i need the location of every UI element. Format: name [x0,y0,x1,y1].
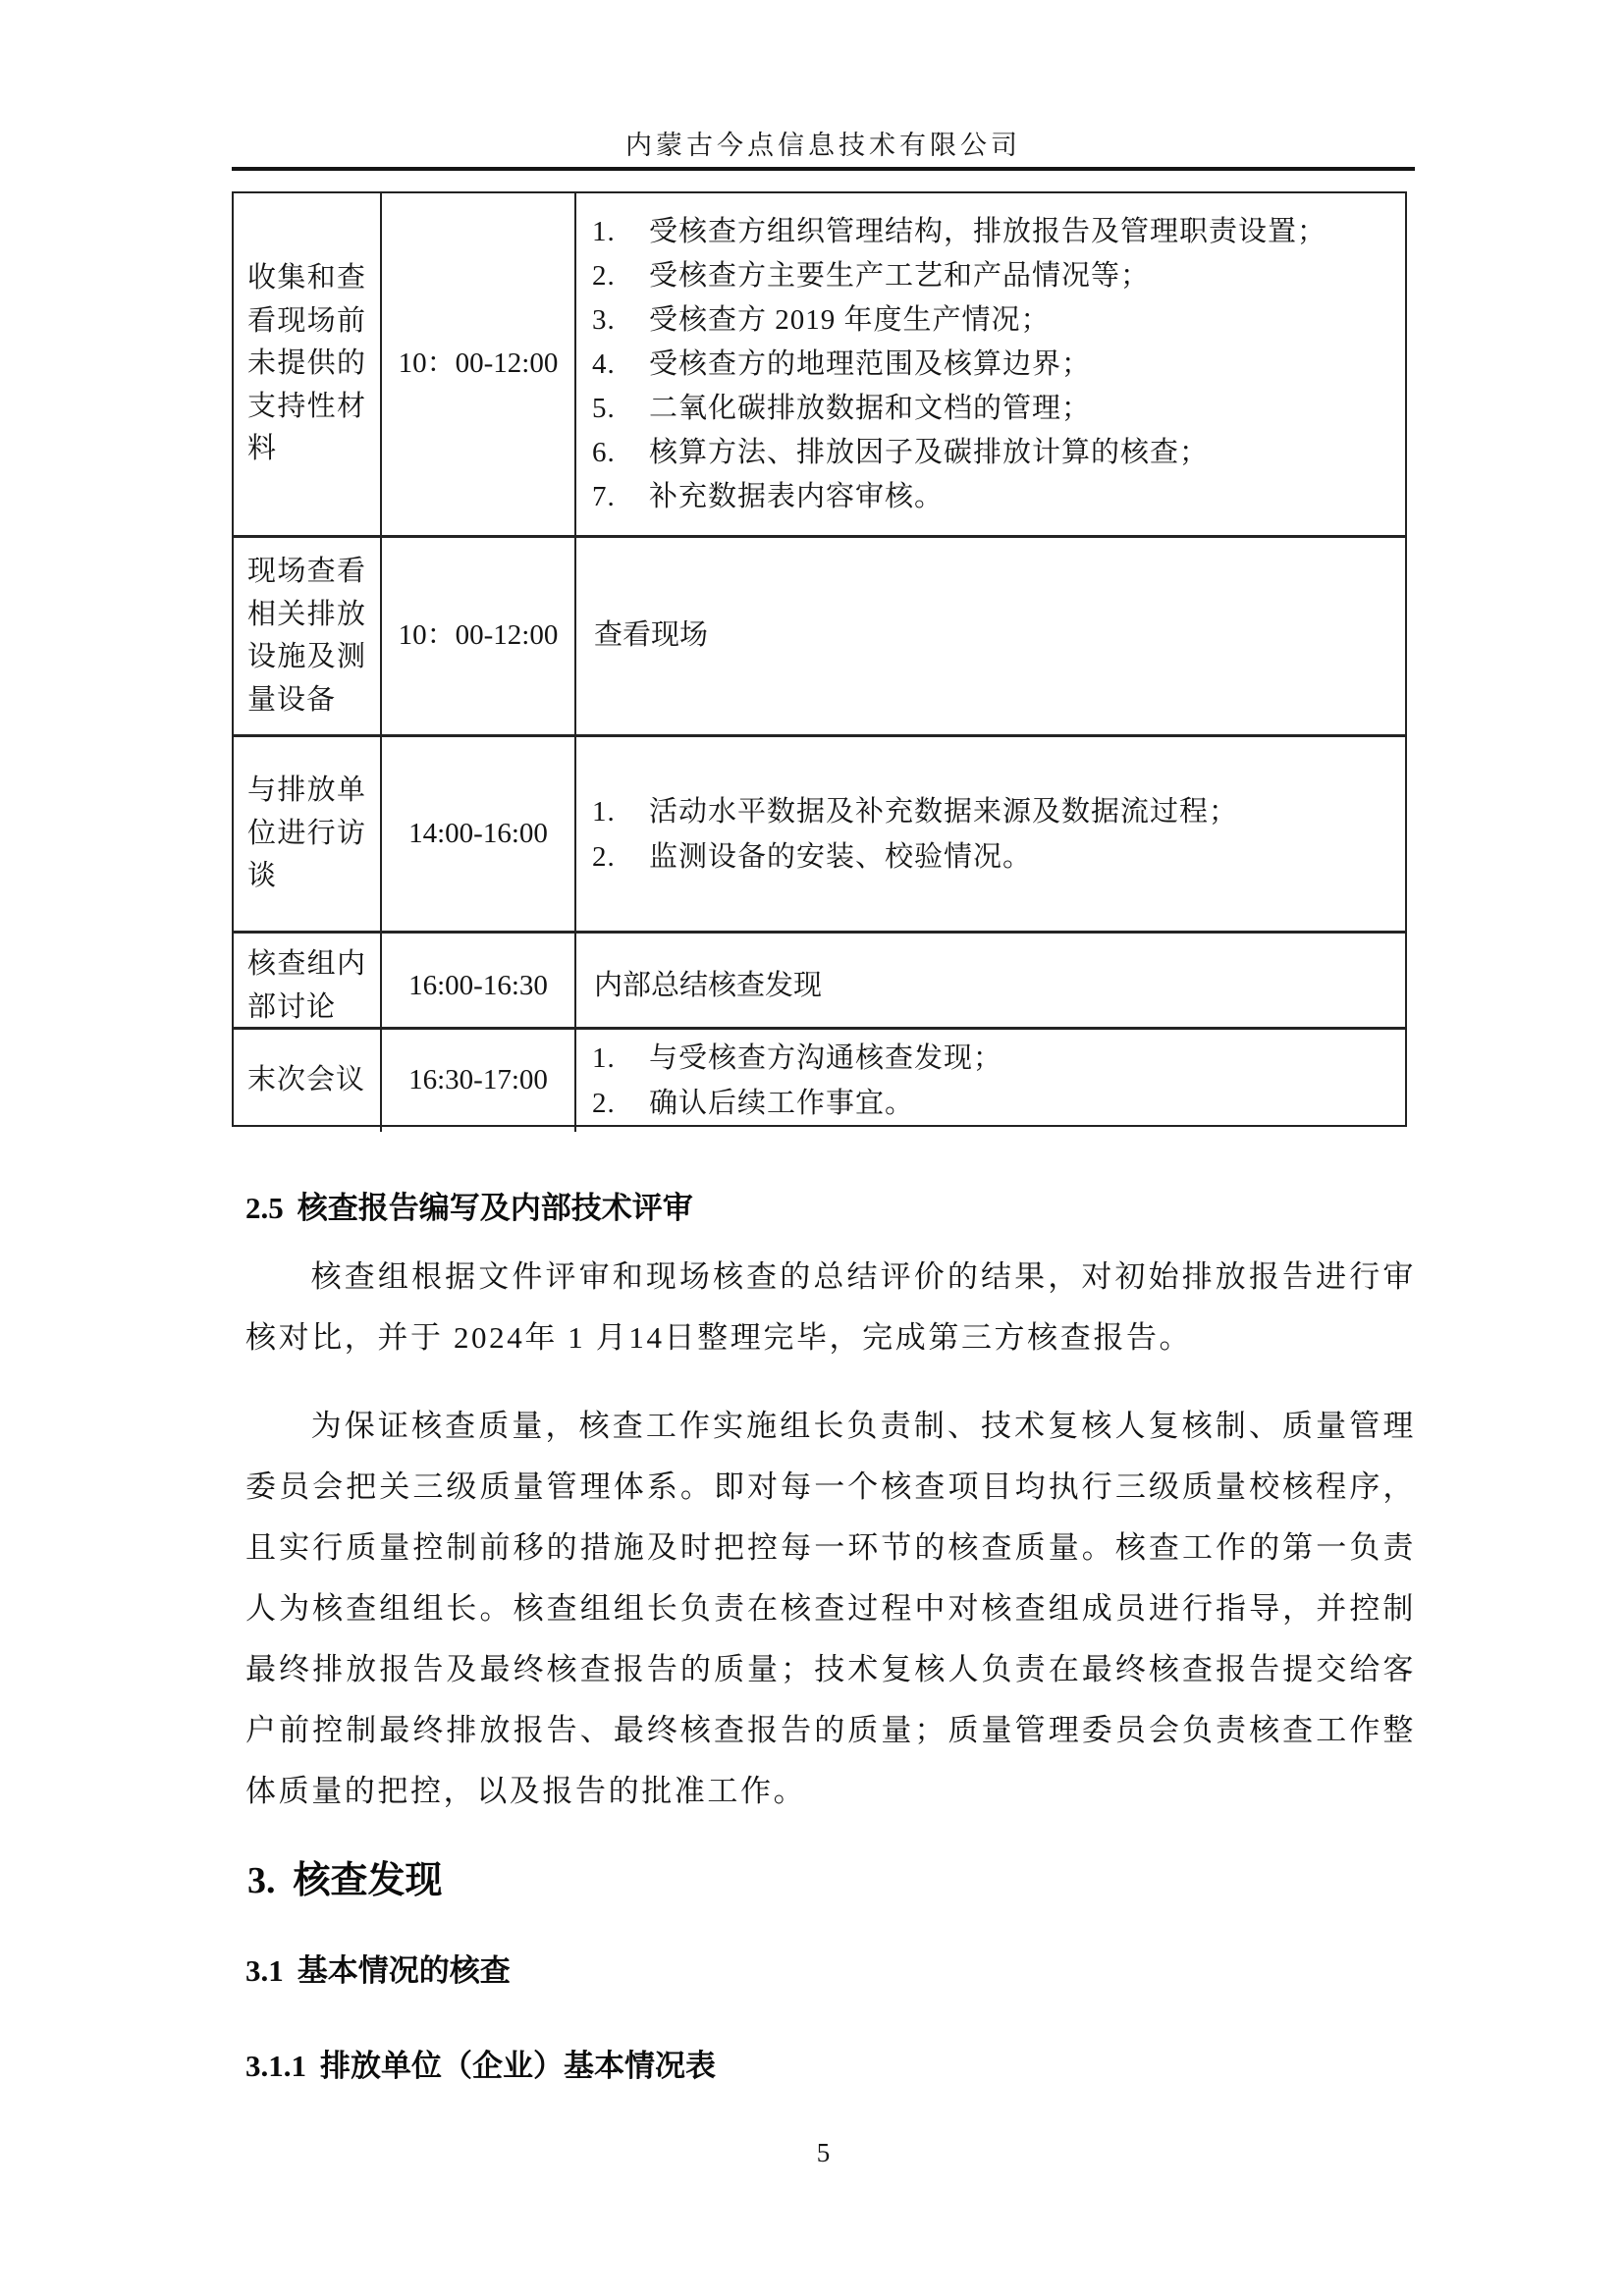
time-cell [382,934,576,1039]
activity-cell [234,193,382,535]
time-text: 14:00-16:00 [408,817,548,849]
item-text: 补充数据表内容审核。 [649,480,945,512]
item-number: 4. [592,347,616,380]
table-row [234,535,1405,734]
table-row [234,1027,1405,1125]
section-heading-3-1 [245,1946,511,1990]
details-cell [576,934,1405,1039]
time-cell [382,538,576,734]
activity-text: 核查组内部讨论 [247,948,366,1023]
item-text: 确认后续工作事宜。 [649,1088,915,1119]
detail-item [592,254,1383,298]
item-text: 受核查方的地理范围及核算边界； [649,347,1092,380]
item-number: 7. [592,480,616,512]
item-text: 监测设备的安装、校验情况。 [649,840,1033,873]
detail-item [592,834,1383,880]
section-heading-3 [247,1849,443,1903]
detail-item [592,298,1383,343]
item-text: 受核查方组织管理结构，排放报告及管理职责设置； [649,215,1327,247]
details-cell [576,193,1405,535]
detail-item [592,789,1383,834]
time-cell [382,1030,576,1132]
item-number: 2. [592,840,616,873]
table-row [234,734,1405,931]
details-cell [576,737,1405,931]
section-title: 排放单位（企业）基本情况表 [320,2049,716,2083]
header-company: 内蒙古今点信息技术有限公司 [625,131,1021,160]
detail-item [592,1081,1383,1126]
activity-text: 末次会议 [247,1064,366,1096]
details-cell [576,538,1405,734]
item-text: 二氧化碳排放数据和文档的管理； [649,392,1092,424]
detail-item [592,387,1383,431]
item-text: 与受核查方沟通核查发现； [649,1042,1003,1074]
section-title: 核查发现 [293,1860,443,1901]
activity-cell [234,1030,382,1132]
section-number: 3. [247,1860,276,1901]
section-number: 3.1 [245,1953,284,1988]
item-number: 6. [592,436,616,468]
activity-cell [234,737,382,931]
time-text: 16:30-17:00 [408,1064,548,1096]
table-row [234,931,1405,1027]
item-text: 受核查方主要生产工艺和产品情况等； [649,259,1151,292]
time-text: 10：00-12:00 [398,619,559,652]
item-text: 受核查方 2019 年度生产情况； [649,303,1051,336]
paragraph-1: 核查组根据文件评审和现场核查的总结评价的结果，对初始排放报告进行审核对比，并于 2024年 1 月14日整理完毕，完成第三方核查报告。 [245,1259,1416,1355]
activity-cell [234,538,382,734]
activity-text: 收集和查看现场前未提供的支持性材料 [247,262,366,465]
detail-list [592,1036,1383,1126]
time-cell [382,193,576,535]
item-number: 1. [592,795,616,828]
section-title: 基本情况的核查 [297,1953,511,1988]
detail-item [592,210,1383,254]
detail-item [592,475,1383,519]
activity-text: 与排放单位进行访谈 [247,774,366,892]
item-number: 1. [592,215,616,247]
item-text: 活动水平数据及补充数据来源及数据流过程； [649,795,1239,828]
detail-text: 内部总结核查发现 [594,969,823,1001]
time-cell [382,737,576,931]
time-text: 10：00-12:00 [398,347,559,380]
schedule-table [232,191,1407,1127]
section-number: 3.1.1 [245,2049,306,2083]
activity-text: 现场查看相关排放设施及测量设备 [247,556,366,716]
section-heading-2-5 [245,1183,693,1227]
header-rule [232,167,1415,171]
detail-item [592,1036,1383,1081]
item-number: 1. [592,1042,616,1074]
detail-item [592,343,1383,387]
page-number: 5 [816,2138,831,2167]
detail-list [592,789,1383,880]
paragraph-2: 为保证核查质量，核查工作实施组长负责制、技术复核人复核制、质量管理委员会把关三级质量管理体系。即对每一个核查项目均执行三级质量校核程序，且实行质量控制前移的措施及时把控每一环节的核查质量。核查工作的第一负责人为核查组组长。核查组组长负责在核查过程中对核查组成员进行指导，并控制最终排放报告及最终核查报告的质量；技术复核人负责在最终核查报告提交给客户前控制最终排放报告、最终核查报告的质量；质量管理委员会负责核查工作整体质量的把控，以及报告的批准工作。 [245,1409,1416,1808]
table-row [234,193,1405,535]
item-number: 2. [592,259,616,292]
detail-list [592,210,1383,519]
item-number: 2. [592,1088,616,1119]
item-text: 核算方法、排放因子及碳排放计算的核查； [649,436,1210,468]
item-number: 5. [592,392,616,424]
section-heading-3-1-1 [245,2041,716,2085]
details-cell [576,1030,1405,1132]
detail-item [592,431,1383,475]
activity-cell [234,934,382,1039]
time-text: 16:00-16:30 [408,969,548,1001]
detail-text: 查看现场 [594,619,709,652]
item-number: 3. [592,303,616,336]
section-title: 核查报告编写及内部技术评审 [297,1191,693,1225]
section-number: 2.5 [245,1191,284,1225]
